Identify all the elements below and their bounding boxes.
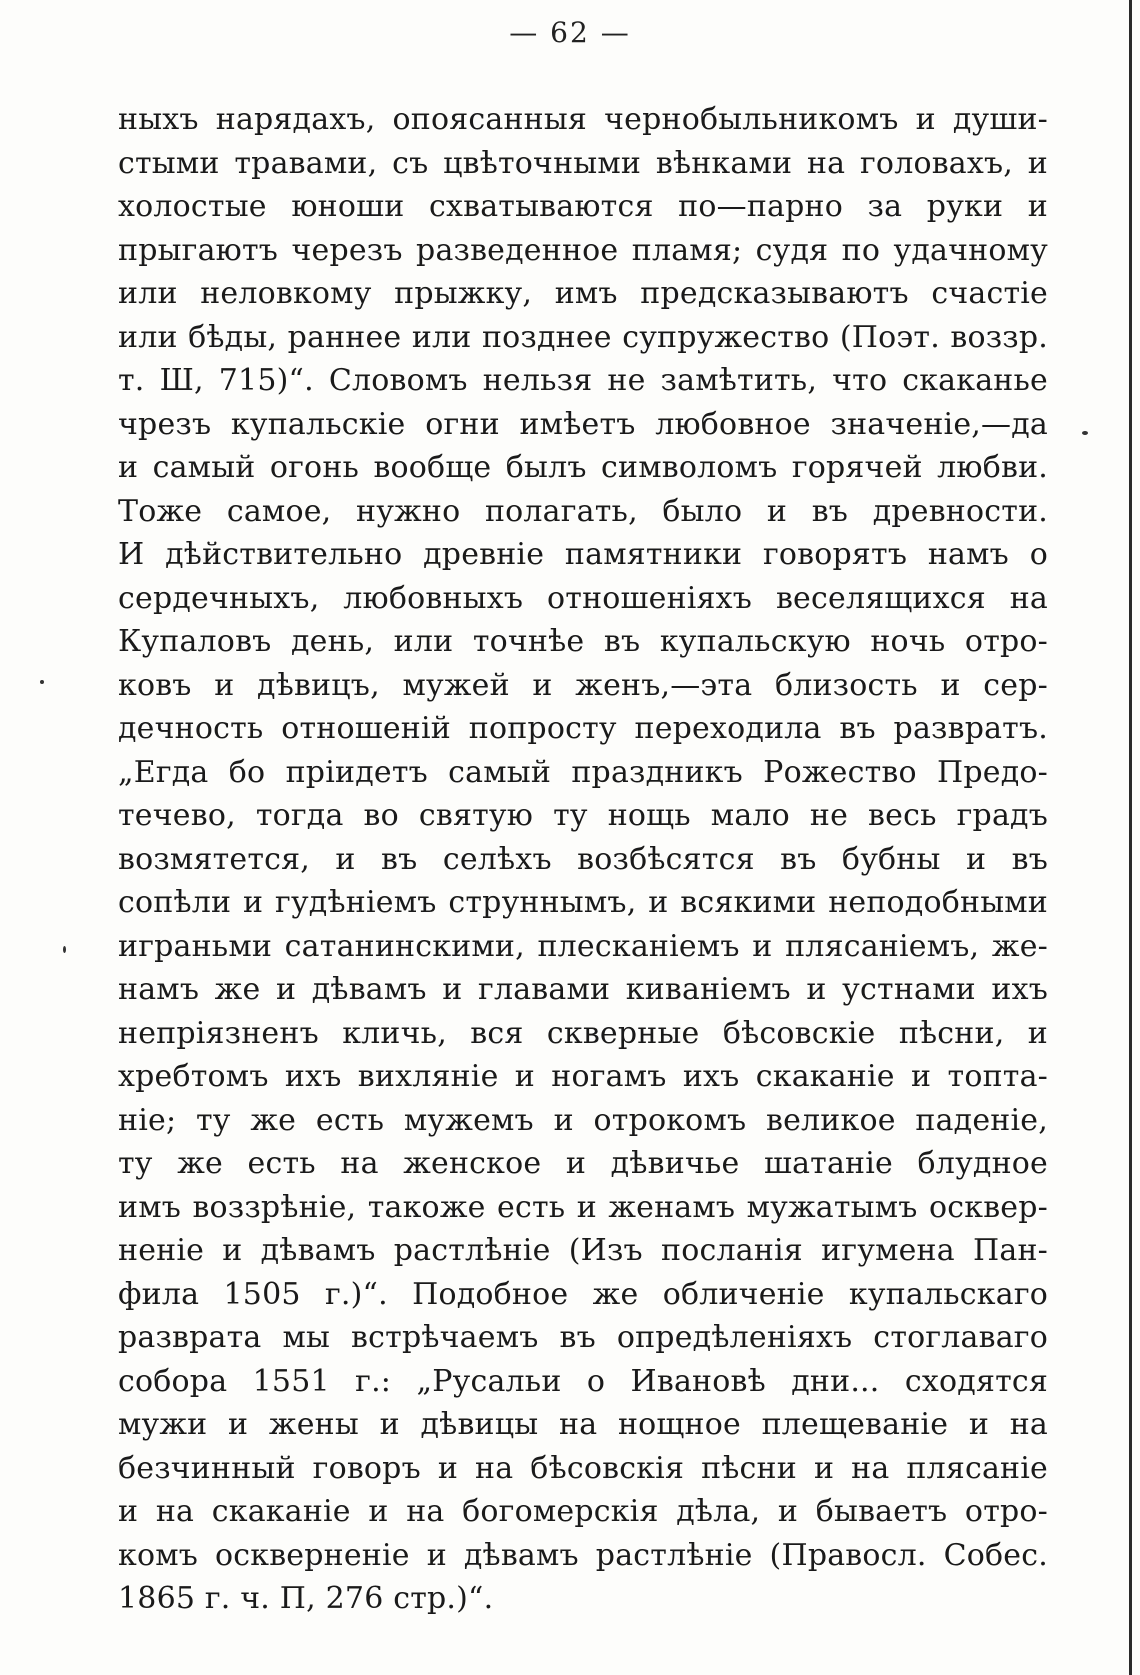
text-line: непріязненъ кличь, вся скверные бѣсовскіе пѣсни, и [118, 1015, 1048, 1051]
text-line: играньми сатанинскими, плесканіемъ и плясаніемъ, же- [118, 928, 1048, 964]
text-line: возмятется, и въ селѣхъ возбѣсятся въ бубны и въ [118, 841, 1048, 877]
page-edge-rule [1129, 0, 1132, 1675]
text-line: намъ же и дѣвамъ и главами киваніемъ и устнами ихъ [118, 972, 1048, 1007]
text-line: т. Ш, 715)“. Словомъ нельзя не замѣтить, что скаканье [118, 363, 1048, 398]
scan-speck [63, 946, 66, 953]
text-line: безчинный говоръ и на бѣсовскія пѣсни и на плясаніе [118, 1450, 1048, 1486]
text-line: ныхъ нарядахъ, опоясанныя чернобыльникомъ и души- [118, 102, 1048, 137]
text-line: течево, тогда во святую ту нощь мало не весь градъ [118, 798, 1048, 833]
text-line: и на скаканіе и на богомерскія дѣла, и бываетъ отро- [118, 1494, 1048, 1529]
text-line: „Егда бо пріидетъ самый праздникъ Рожество Предо- [118, 754, 1048, 790]
text-line: или неловкому прыжку, имъ предсказываютъ счастіе [118, 276, 1048, 311]
text-line: холостые юноши схватываются по—парно за руки и [118, 189, 1048, 224]
text-line: собора 1551 г.: „Русальи о Ивановѣ дни... сходятся [118, 1363, 1048, 1399]
text-line: дечность отношеній попросту переходила въ развратъ. [118, 711, 1048, 746]
scan-speck [40, 680, 44, 684]
text-line: Тоже самое, нужно полагать, было и въ древности. [118, 493, 1048, 529]
text-line: ковъ и дѣвицъ, мужей и женъ,—эта близость и сер- [118, 667, 1048, 703]
text-line: 1865 г. ч. П, 276 стр.)“. [118, 1581, 494, 1616]
text-line: имъ воззрѣніе, такоже есть и женамъ мужатымъ осквер- [118, 1189, 1048, 1225]
text-line: И дѣйствительно древніе памятники говорятъ намъ о [118, 537, 1048, 572]
text-line: чрезъ купальскіе огни имѣетъ любовное значеніе,—да [118, 406, 1048, 442]
text-line: разврата мы встрѣчаемъ въ опредѣленіяхъ стоглаваго [118, 1320, 1048, 1355]
text-line: неніе и дѣвамъ растлѣніе (Изъ посланія игумена Пан- [118, 1233, 1048, 1268]
page-number: — 62 — [509, 16, 631, 49]
text-line: или бѣды, раннее или позднее супружество (Поэт. воззр. [118, 319, 1048, 355]
text-line: стыми травами, съ цвѣточными вѣнками на головахъ, и [118, 145, 1048, 181]
text-line: фила 1505 г.)“. Подобное же обличеніе купальскаго [118, 1276, 1048, 1312]
text-line: мужи и жены и дѣвицы на нощное плещеваніе и на [118, 1407, 1048, 1442]
text-line: сердечныхъ, любовныхъ отношеніяхъ веселящихся на [118, 580, 1048, 616]
text-line: комъ оскверненіе и дѣвамъ растлѣніе (Правосл. Собес. [118, 1537, 1048, 1573]
text-line: ту же есть на женское и дѣвичье шатаніе блудное [118, 1146, 1048, 1181]
text-line: Купаловъ день, или точнѣе въ купальскую ночь отро- [118, 624, 1048, 659]
scan-speck [1082, 431, 1088, 435]
text-line: хребтомъ ихъ вихляніе и ногамъ ихъ скаканіе и топта- [118, 1059, 1048, 1094]
text-line: ніе; ту же есть мужемъ и отрокомъ великое паденіе, [118, 1102, 1048, 1138]
text-line: и самый огонь вообще былъ символомъ горячей любви. [118, 450, 1048, 485]
text-line: сопѣли и гудѣніемъ струннымъ, и всякими неподобными [118, 885, 1048, 920]
body-text [118, 98, 1048, 1621]
text-line: прыгаютъ черезъ разведенное пламя; судя по удачному [118, 232, 1048, 268]
